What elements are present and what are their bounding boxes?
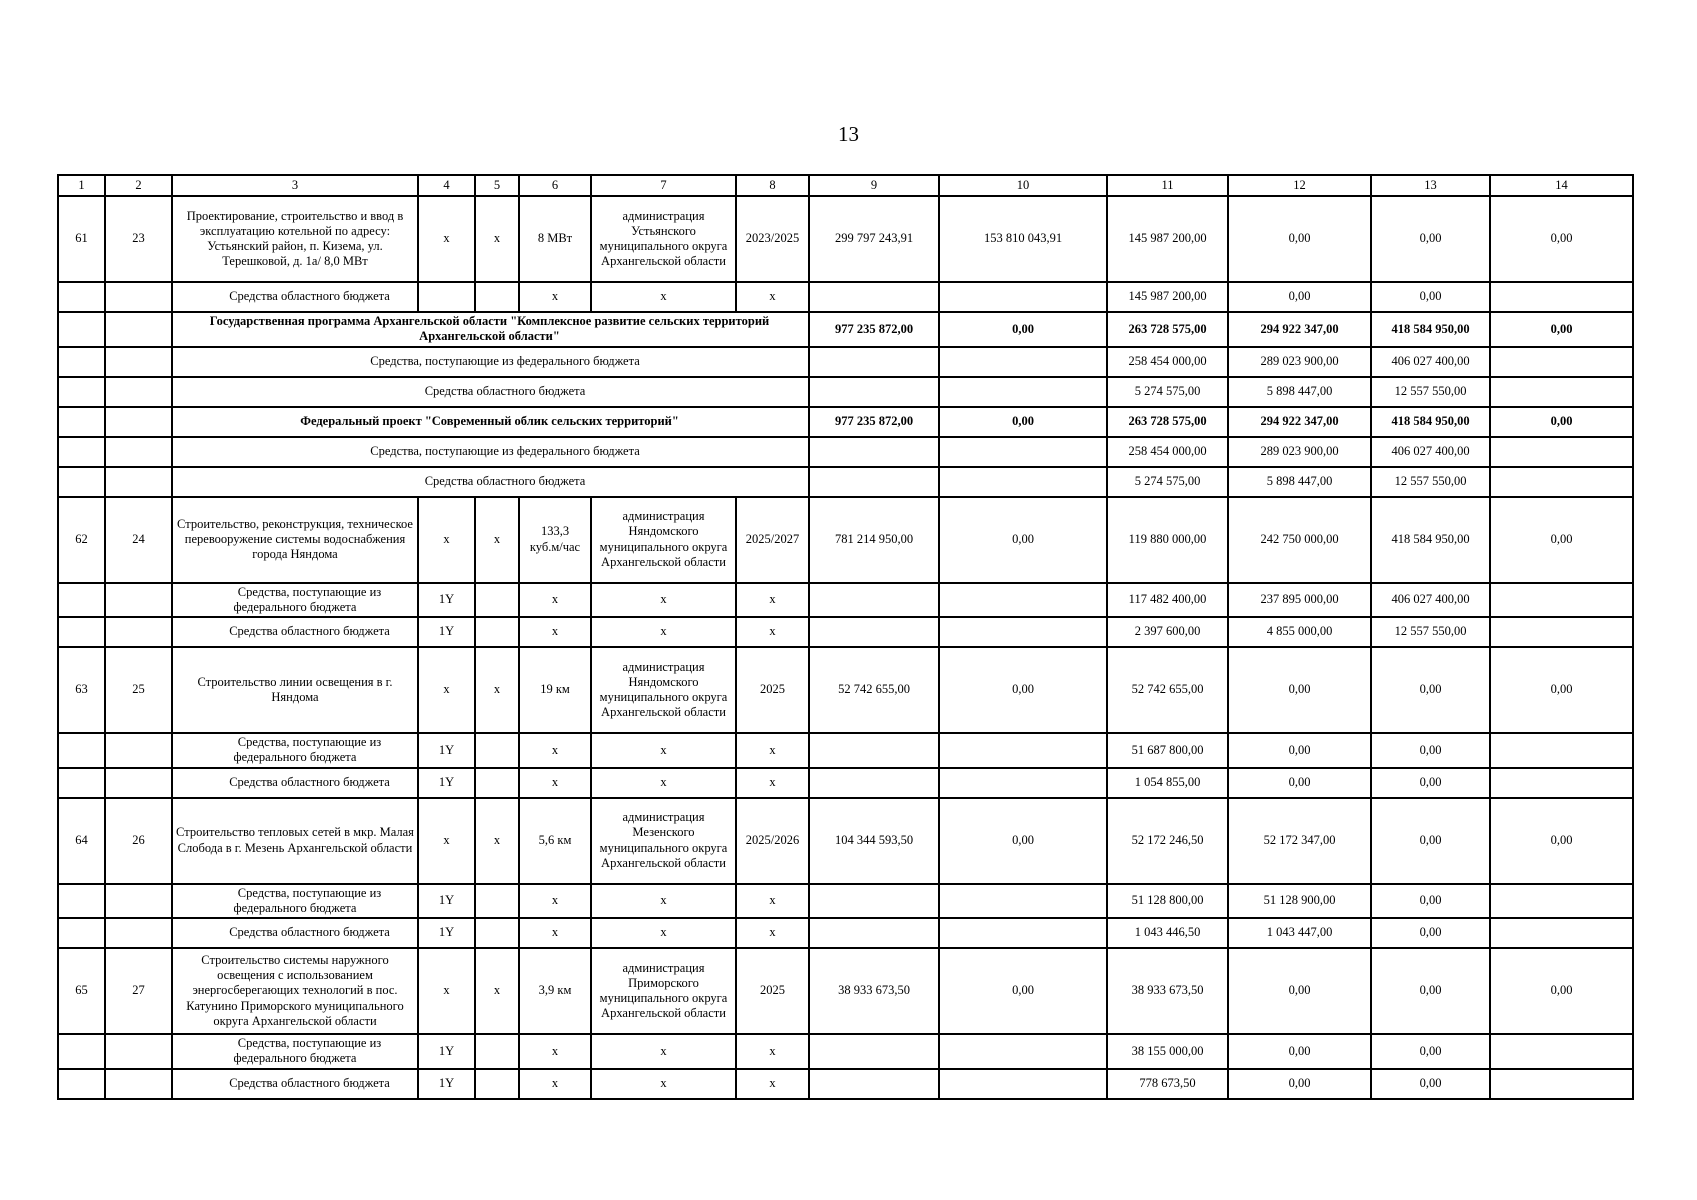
table-cell: 0,00 <box>1371 282 1490 312</box>
table-cell: Средства областного бюджета <box>172 918 418 948</box>
table-cell: 51 687 800,00 <box>1107 733 1228 768</box>
table-cell <box>475 884 519 919</box>
table-cell <box>939 733 1107 768</box>
table-cell <box>939 884 1107 919</box>
table-cell: 0,00 <box>1371 884 1490 919</box>
table-cell <box>58 377 105 407</box>
table-cell: х <box>418 798 475 884</box>
table-cell <box>939 347 1107 377</box>
table-cell <box>1490 583 1633 618</box>
table-row <box>58 948 1633 1034</box>
table-cell: 299 797 243,91 <box>809 196 939 282</box>
table-cell: 0,00 <box>939 948 1107 1034</box>
table-cell <box>105 347 172 377</box>
table-cell: 0,00 <box>1228 768 1371 798</box>
table-cell: х <box>736 282 809 312</box>
table-row <box>58 617 1633 647</box>
table-cell <box>418 282 475 312</box>
table-cell <box>809 1034 939 1069</box>
table-cell: 104 344 593,50 <box>809 798 939 884</box>
table-cell: х <box>736 617 809 647</box>
table-cell: 289 023 900,00 <box>1228 347 1371 377</box>
table-cell: администрация Приморского муниципального округа Архангельской области <box>591 948 736 1034</box>
table-cell: 1Y <box>418 617 475 647</box>
column-number: 9 <box>809 175 939 196</box>
table-cell: 0,00 <box>1490 948 1633 1034</box>
table-cell: 12 557 550,00 <box>1371 377 1490 407</box>
page-number: 13 <box>838 122 859 146</box>
table-cell: 778 673,50 <box>1107 1069 1228 1099</box>
table-cell <box>475 768 519 798</box>
table-row <box>58 884 1633 919</box>
table-cell <box>58 1034 105 1069</box>
table-cell: Средства областного бюджета <box>172 282 418 312</box>
table-cell: 0,00 <box>939 312 1107 347</box>
table-cell: Строительство системы наружного освещения с использованием энергосберегающих технологий в пос. Катунино Приморского муниципального округа Архангельской области <box>172 948 418 1034</box>
table-cell: х <box>519 1069 591 1099</box>
table-cell: х <box>475 798 519 884</box>
table-row <box>58 583 1633 618</box>
column-number: 2 <box>105 175 172 196</box>
table-cell <box>1490 437 1633 467</box>
table-cell: 38 155 000,00 <box>1107 1034 1228 1069</box>
table-row <box>58 196 1633 282</box>
table-row <box>58 798 1633 884</box>
table-cell: Строительство, реконструкция, техническое перевооружение системы водоснабжения города Няндома <box>172 497 418 583</box>
table-row <box>58 733 1633 768</box>
table-cell: 19 км <box>519 647 591 733</box>
table-cell: 0,00 <box>1371 1034 1490 1069</box>
table-cell <box>475 918 519 948</box>
table-cell <box>105 282 172 312</box>
table-cell: 117 482 400,00 <box>1107 583 1228 618</box>
table-cell: 2025 <box>736 948 809 1034</box>
table-cell: 0,00 <box>1490 647 1633 733</box>
table-cell <box>58 1069 105 1099</box>
table-cell: х <box>519 282 591 312</box>
table-cell: х <box>736 918 809 948</box>
table-cell: 62 <box>58 497 105 583</box>
table-cell: 0,00 <box>939 647 1107 733</box>
table-cell: 5 898 447,00 <box>1228 377 1371 407</box>
table-cell: х <box>475 948 519 1034</box>
column-number: 10 <box>939 175 1107 196</box>
table-cell: 27 <box>105 948 172 1034</box>
column-number: 12 <box>1228 175 1371 196</box>
table-cell: 1Y <box>418 1034 475 1069</box>
table-cell <box>939 467 1107 497</box>
table-cell <box>1490 617 1633 647</box>
table-cell: 3,9 км <box>519 948 591 1034</box>
table-cell <box>105 1034 172 1069</box>
table-cell <box>58 768 105 798</box>
table-cell <box>809 617 939 647</box>
table-cell: 0,00 <box>1228 282 1371 312</box>
table-cell: 2023/2025 <box>736 196 809 282</box>
table-row <box>58 467 1633 497</box>
column-number: 7 <box>591 175 736 196</box>
table-cell: 52 742 655,00 <box>809 647 939 733</box>
table-cell: х <box>418 497 475 583</box>
table-cell <box>1490 282 1633 312</box>
column-number: 4 <box>418 175 475 196</box>
table-cell: 24 <box>105 497 172 583</box>
table-cell: Средства областного бюджета <box>172 467 809 497</box>
table-cell: х <box>519 583 591 618</box>
table-cell: 781 214 950,00 <box>809 497 939 583</box>
table-cell <box>58 884 105 919</box>
table-cell <box>475 733 519 768</box>
table-cell: х <box>519 768 591 798</box>
table-cell: 263 728 575,00 <box>1107 312 1228 347</box>
table-cell <box>939 617 1107 647</box>
column-number: 13 <box>1371 175 1490 196</box>
table-cell: Средства, поступающие из федерального бюджета <box>172 583 418 618</box>
table-cell <box>105 377 172 407</box>
table-cell: 0,00 <box>939 798 1107 884</box>
table-cell: 977 235 872,00 <box>809 312 939 347</box>
table-cell: 2 397 600,00 <box>1107 617 1228 647</box>
table-cell: х <box>519 1034 591 1069</box>
table-cell: 51 128 800,00 <box>1107 884 1228 919</box>
table-cell: 145 987 200,00 <box>1107 196 1228 282</box>
column-number: 11 <box>1107 175 1228 196</box>
table-cell <box>809 884 939 919</box>
table-cell <box>58 467 105 497</box>
table-cell <box>58 347 105 377</box>
table-row <box>58 347 1633 377</box>
column-number: 5 <box>475 175 519 196</box>
table-cell: 145 987 200,00 <box>1107 282 1228 312</box>
column-number: 14 <box>1490 175 1633 196</box>
table-cell: х <box>475 196 519 282</box>
table-cell: 2025/2026 <box>736 798 809 884</box>
table-cell: 0,00 <box>1228 1034 1371 1069</box>
table-cell: 51 128 900,00 <box>1228 884 1371 919</box>
table-cell: 4 855 000,00 <box>1228 617 1371 647</box>
table-cell: 0,00 <box>1371 798 1490 884</box>
table-cell: х <box>519 918 591 948</box>
table-cell <box>105 467 172 497</box>
table-cell <box>809 733 939 768</box>
table-cell: х <box>736 884 809 919</box>
table-cell <box>939 1034 1107 1069</box>
table-row <box>58 1069 1633 1099</box>
table-cell: 65 <box>58 948 105 1034</box>
table-cell: администрация Устьянского муниципального округа Архангельской области <box>591 196 736 282</box>
table-cell <box>58 407 105 437</box>
table-cell: 0,00 <box>1490 196 1633 282</box>
table-cell <box>1490 467 1633 497</box>
table-cell: 0,00 <box>1371 733 1490 768</box>
table-cell: 1Y <box>418 733 475 768</box>
table-cell <box>105 768 172 798</box>
table-cell <box>475 1069 519 1099</box>
table-cell: 12 557 550,00 <box>1371 617 1490 647</box>
table-cell: Средства, поступающие из федерального бюджета <box>172 733 418 768</box>
table-cell <box>1490 377 1633 407</box>
table-cell: 977 235 872,00 <box>809 407 939 437</box>
table-cell: 25 <box>105 647 172 733</box>
table-cell: 1 054 855,00 <box>1107 768 1228 798</box>
column-number: 8 <box>736 175 809 196</box>
table-cell: х <box>519 733 591 768</box>
table-row <box>58 1034 1633 1069</box>
table-cell: 0,00 <box>1228 647 1371 733</box>
table-cell <box>1490 1069 1633 1099</box>
table-cell <box>105 733 172 768</box>
table-cell: х <box>591 282 736 312</box>
table-cell <box>939 377 1107 407</box>
table-cell: 12 557 550,00 <box>1371 467 1490 497</box>
table-cell: 0,00 <box>1371 948 1490 1034</box>
table-cell: Средства областного бюджета <box>172 617 418 647</box>
table-cell: 1Y <box>418 768 475 798</box>
table-cell <box>58 617 105 647</box>
table-cell: Средства областного бюджета <box>172 768 418 798</box>
table-cell: 418 584 950,00 <box>1371 497 1490 583</box>
table-cell <box>809 467 939 497</box>
table-cell <box>939 282 1107 312</box>
table-row <box>58 437 1633 467</box>
table-cell <box>58 583 105 618</box>
table-cell <box>58 918 105 948</box>
table-cell: 2025/2027 <box>736 497 809 583</box>
table-cell: Строительство линии освещения в г. Няндома <box>172 647 418 733</box>
table-cell: х <box>418 196 475 282</box>
table-cell: 8 МВт <box>519 196 591 282</box>
table-cell: х <box>418 647 475 733</box>
table-cell: 0,00 <box>1228 733 1371 768</box>
table-cell <box>1490 918 1633 948</box>
table-cell: 64 <box>58 798 105 884</box>
table-cell: х <box>591 918 736 948</box>
table-cell <box>58 312 105 347</box>
table-cell: х <box>736 733 809 768</box>
table-cell: 294 922 347,00 <box>1228 407 1371 437</box>
table-row <box>58 377 1633 407</box>
table-cell <box>1490 768 1633 798</box>
table-cell: 0,00 <box>1371 1069 1490 1099</box>
table-cell: 0,00 <box>1490 497 1633 583</box>
table-cell: 0,00 <box>1490 798 1633 884</box>
table-cell <box>809 768 939 798</box>
table-cell: 0,00 <box>1490 407 1633 437</box>
table-cell: администрация Няндомского муниципального округа Архангельской области <box>591 647 736 733</box>
table-cell: 1 043 447,00 <box>1228 918 1371 948</box>
table-cell: 406 027 400,00 <box>1371 437 1490 467</box>
table-cell <box>939 583 1107 618</box>
column-number: 3 <box>172 175 418 196</box>
table-cell <box>105 617 172 647</box>
table-cell: 52 172 246,50 <box>1107 798 1228 884</box>
table-cell: х <box>591 1034 736 1069</box>
table-cell <box>939 1069 1107 1099</box>
table-cell: х <box>591 884 736 919</box>
table-cell: 1Y <box>418 583 475 618</box>
table-row <box>58 768 1633 798</box>
table-cell: 418 584 950,00 <box>1371 407 1490 437</box>
table-cell: Строительство тепловых сетей в мкр. Малая Слобода в г. Мезень Архангельской области <box>172 798 418 884</box>
table-cell: 26 <box>105 798 172 884</box>
table-cell <box>939 437 1107 467</box>
table-cell: 263 728 575,00 <box>1107 407 1228 437</box>
table-cell: 0,00 <box>1228 1069 1371 1099</box>
table-cell: х <box>736 1069 809 1099</box>
table-cell <box>105 884 172 919</box>
table-cell: 0,00 <box>1371 918 1490 948</box>
table-cell <box>58 282 105 312</box>
table-cell: х <box>591 617 736 647</box>
table-cell: Средства, поступающие из федерального бюджета <box>172 1034 418 1069</box>
table-cell <box>475 282 519 312</box>
table-cell <box>105 312 172 347</box>
table-cell: Государственная программа Архангельской области "Комплексное развитие сельских территорий Архангельской области" <box>172 312 809 347</box>
table-cell: администрация Мезенского муниципального округа Архангельской области <box>591 798 736 884</box>
table-cell: 38 933 673,50 <box>1107 948 1228 1034</box>
table-row <box>58 647 1633 733</box>
table-cell: 418 584 950,00 <box>1371 312 1490 347</box>
table-cell: 1Y <box>418 918 475 948</box>
table-cell: 2025 <box>736 647 809 733</box>
table-cell: 0,00 <box>939 407 1107 437</box>
table-cell <box>1490 1034 1633 1069</box>
table-cell: х <box>418 948 475 1034</box>
table-cell <box>475 583 519 618</box>
table-cell <box>475 617 519 647</box>
table-cell: х <box>591 733 736 768</box>
table-cell: Средства, поступающие из федерального бюджета <box>172 884 418 919</box>
table-cell <box>1490 884 1633 919</box>
table-cell: 0,00 <box>939 497 1107 583</box>
table-row <box>58 497 1633 583</box>
column-number: 1 <box>58 175 105 196</box>
table-cell <box>105 437 172 467</box>
table-cell <box>809 918 939 948</box>
table-cell <box>105 918 172 948</box>
table-cell: Средства, поступающие из федерального бюджета <box>172 347 809 377</box>
table-cell: 23 <box>105 196 172 282</box>
table-cell: 0,00 <box>1490 312 1633 347</box>
table-cell: 258 454 000,00 <box>1107 347 1228 377</box>
table-cell <box>809 437 939 467</box>
table-cell: Средства областного бюджета <box>172 1069 418 1099</box>
table-cell: х <box>519 617 591 647</box>
table-cell <box>58 437 105 467</box>
table-cell <box>475 1034 519 1069</box>
table-cell <box>1490 733 1633 768</box>
table-cell: 0,00 <box>1371 647 1490 733</box>
table-cell: 406 027 400,00 <box>1371 347 1490 377</box>
table-cell: 0,00 <box>1371 196 1490 282</box>
table-cell: х <box>475 497 519 583</box>
table-row <box>58 407 1633 437</box>
table-row <box>58 312 1633 347</box>
table-cell: х <box>591 768 736 798</box>
table-cell: 5,6 км <box>519 798 591 884</box>
table-cell: х <box>736 1034 809 1069</box>
table-cell: х <box>519 884 591 919</box>
table-cell: 0,00 <box>1228 948 1371 1034</box>
table-cell: Федеральный проект "Современный облик сельских территорий" <box>172 407 809 437</box>
table-cell <box>939 918 1107 948</box>
table-cell: 133,3 куб.м/час <box>519 497 591 583</box>
table-cell <box>105 1069 172 1099</box>
table-cell: 242 750 000,00 <box>1228 497 1371 583</box>
budget-table <box>57 174 1634 1100</box>
table-cell: 5 898 447,00 <box>1228 467 1371 497</box>
table-cell: 61 <box>58 196 105 282</box>
table-cell: 258 454 000,00 <box>1107 437 1228 467</box>
table-cell: х <box>736 768 809 798</box>
table-cell: 38 933 673,50 <box>809 948 939 1034</box>
table-cell: х <box>736 583 809 618</box>
table-cell: 237 895 000,00 <box>1228 583 1371 618</box>
table-cell: 5 274 575,00 <box>1107 377 1228 407</box>
table-cell: 294 922 347,00 <box>1228 312 1371 347</box>
table-cell: х <box>591 583 736 618</box>
table-cell: 52 172 347,00 <box>1228 798 1371 884</box>
table-cell: 52 742 655,00 <box>1107 647 1228 733</box>
table-cell <box>105 583 172 618</box>
table-cell: 0,00 <box>1371 768 1490 798</box>
table-cell <box>939 768 1107 798</box>
table-cell: 5 274 575,00 <box>1107 467 1228 497</box>
table-cell: 1Y <box>418 884 475 919</box>
table-cell <box>809 282 939 312</box>
table-cell <box>809 377 939 407</box>
table-cell <box>1490 347 1633 377</box>
table-cell <box>105 407 172 437</box>
table-row <box>58 918 1633 948</box>
table-cell: 0,00 <box>1228 196 1371 282</box>
table-cell: администрация Няндомского муниципального округа Архангельской области <box>591 497 736 583</box>
table-cell <box>58 733 105 768</box>
table-cell: 1Y <box>418 1069 475 1099</box>
table-cell: 63 <box>58 647 105 733</box>
table-cell <box>809 1069 939 1099</box>
table-row <box>58 282 1633 312</box>
table-cell: 289 023 900,00 <box>1228 437 1371 467</box>
table-cell: 119 880 000,00 <box>1107 497 1228 583</box>
table-cell: 1 043 446,50 <box>1107 918 1228 948</box>
table-cell: х <box>475 647 519 733</box>
table-cell <box>809 583 939 618</box>
table-cell: 153 810 043,91 <box>939 196 1107 282</box>
table-cell: Средства, поступающие из федерального бюджета <box>172 437 809 467</box>
table-cell: х <box>591 1069 736 1099</box>
table-body <box>58 175 1633 1099</box>
table-cell <box>809 347 939 377</box>
table-cell: Проектирование, строительство и ввод в эксплуатацию котельной по адресу: Устьянский район, п. Кизема, ул. Терешковой, д. 1а/ 8,0 МВт <box>172 196 418 282</box>
table-cell: Средства областного бюджета <box>172 377 809 407</box>
column-number: 6 <box>519 175 591 196</box>
header-row <box>58 175 1633 196</box>
table-cell: 406 027 400,00 <box>1371 583 1490 618</box>
